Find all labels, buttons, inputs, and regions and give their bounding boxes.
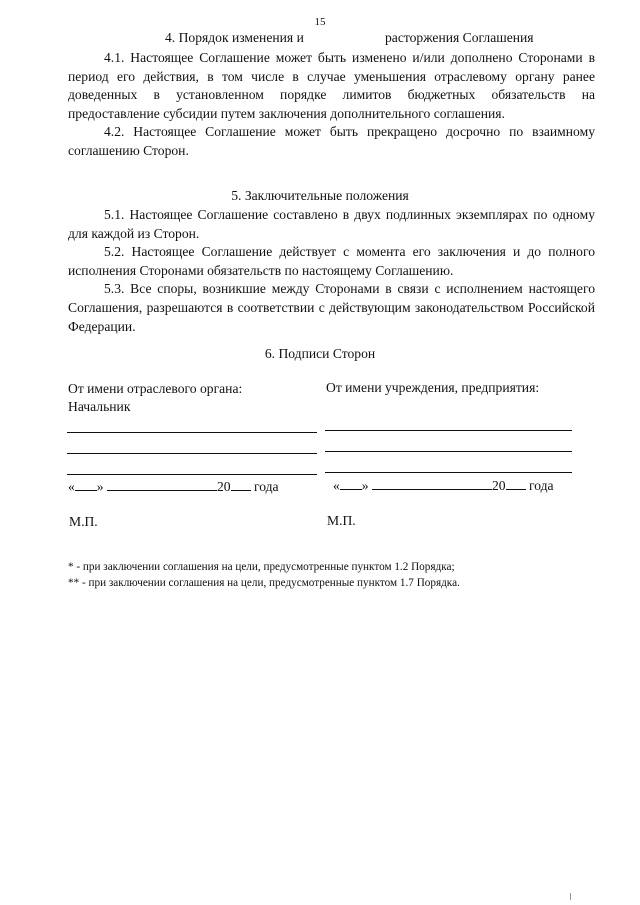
paragraph-5-2: 5.2. Настоящее Соглашение действует с момента его заключения и до полного исполнения Сторонами обязательств по настоящему Соглашению.	[68, 244, 595, 278]
section-6-title: 6. Подписи Сторон	[264, 346, 376, 361]
right-party-label: От имени учреждения, предприятия:	[326, 380, 540, 395]
left-stamp-label: М.П.	[69, 514, 98, 529]
year-blank	[231, 478, 251, 491]
month-blank	[372, 477, 492, 490]
section-4-body	[68, 49, 595, 161]
right-signature-line-1	[325, 430, 572, 431]
right-stamp-label: М.П.	[327, 513, 356, 528]
paragraph-5-1: 5.1. Настоящее Соглашение составлено в двух подлинных экземплярах по одному для каждой из Сторон.	[68, 207, 595, 241]
left-date-line	[68, 478, 279, 495]
day-blank	[75, 478, 97, 491]
paragraph-5-3: 5.3. Все споры, возникшие между Сторонами в связи с исполнением настоящего Соглашения, разрешаются в соответствии с действующим законодательством Российской Федерации.	[68, 281, 595, 334]
left-party-label: От имени отраслевого органа:	[68, 381, 243, 396]
date-suffix: года	[529, 478, 554, 493]
date-suffix: года	[254, 479, 279, 494]
year-prefix: 20	[217, 479, 231, 494]
page-number: 15	[314, 16, 326, 28]
left-signature-line-2	[67, 453, 317, 454]
footnotes	[68, 559, 460, 591]
footnote-1: * - при заключении соглашения на цели, предусмотренные пунктом 1.2 Порядка;	[68, 561, 455, 573]
date-open-quote: «	[68, 479, 75, 494]
section-5-title: 5. Заключительные положения	[231, 188, 409, 203]
footnote-2: ** - при заключении соглашения на цели, предусмотренные пунктом 1.7 Порядка.	[68, 577, 460, 589]
left-signature-line-3	[67, 474, 317, 475]
year-blank	[506, 477, 526, 490]
left-signature-line-1	[67, 432, 317, 433]
left-role-label: Начальник	[68, 399, 131, 414]
section-4-title-part-2: расторжения Соглашения	[385, 30, 534, 45]
date-open-quote: «	[333, 478, 340, 493]
date-close-quote: »	[96, 479, 104, 494]
scan-edge-mark	[570, 893, 571, 900]
date-close-quote: »	[361, 478, 369, 493]
right-signature-line-2	[325, 451, 572, 452]
section-5-body	[68, 206, 595, 336]
right-signature-line-3	[325, 472, 572, 473]
paragraph-4-2: 4.2. Настоящее Соглашение может быть прекращено досрочно по взаимному соглашению Сторон.	[68, 124, 595, 158]
right-date-line	[333, 477, 554, 494]
day-blank	[340, 477, 362, 490]
year-prefix: 20	[492, 478, 506, 493]
paragraph-4-1: 4.1. Настоящее Соглашение может быть изменено и/или дополнено Сторонами в период его действия, в том числе в случае уменьшения отраслевому органу ранее доведенных в установленном порядке лимитов бюджетных обязательств на предоставление субсидии путем заключения дополнительного соглашения.	[68, 50, 595, 121]
section-4-title-part-1: 4. Порядок изменения и	[165, 30, 304, 45]
month-blank	[107, 478, 217, 491]
